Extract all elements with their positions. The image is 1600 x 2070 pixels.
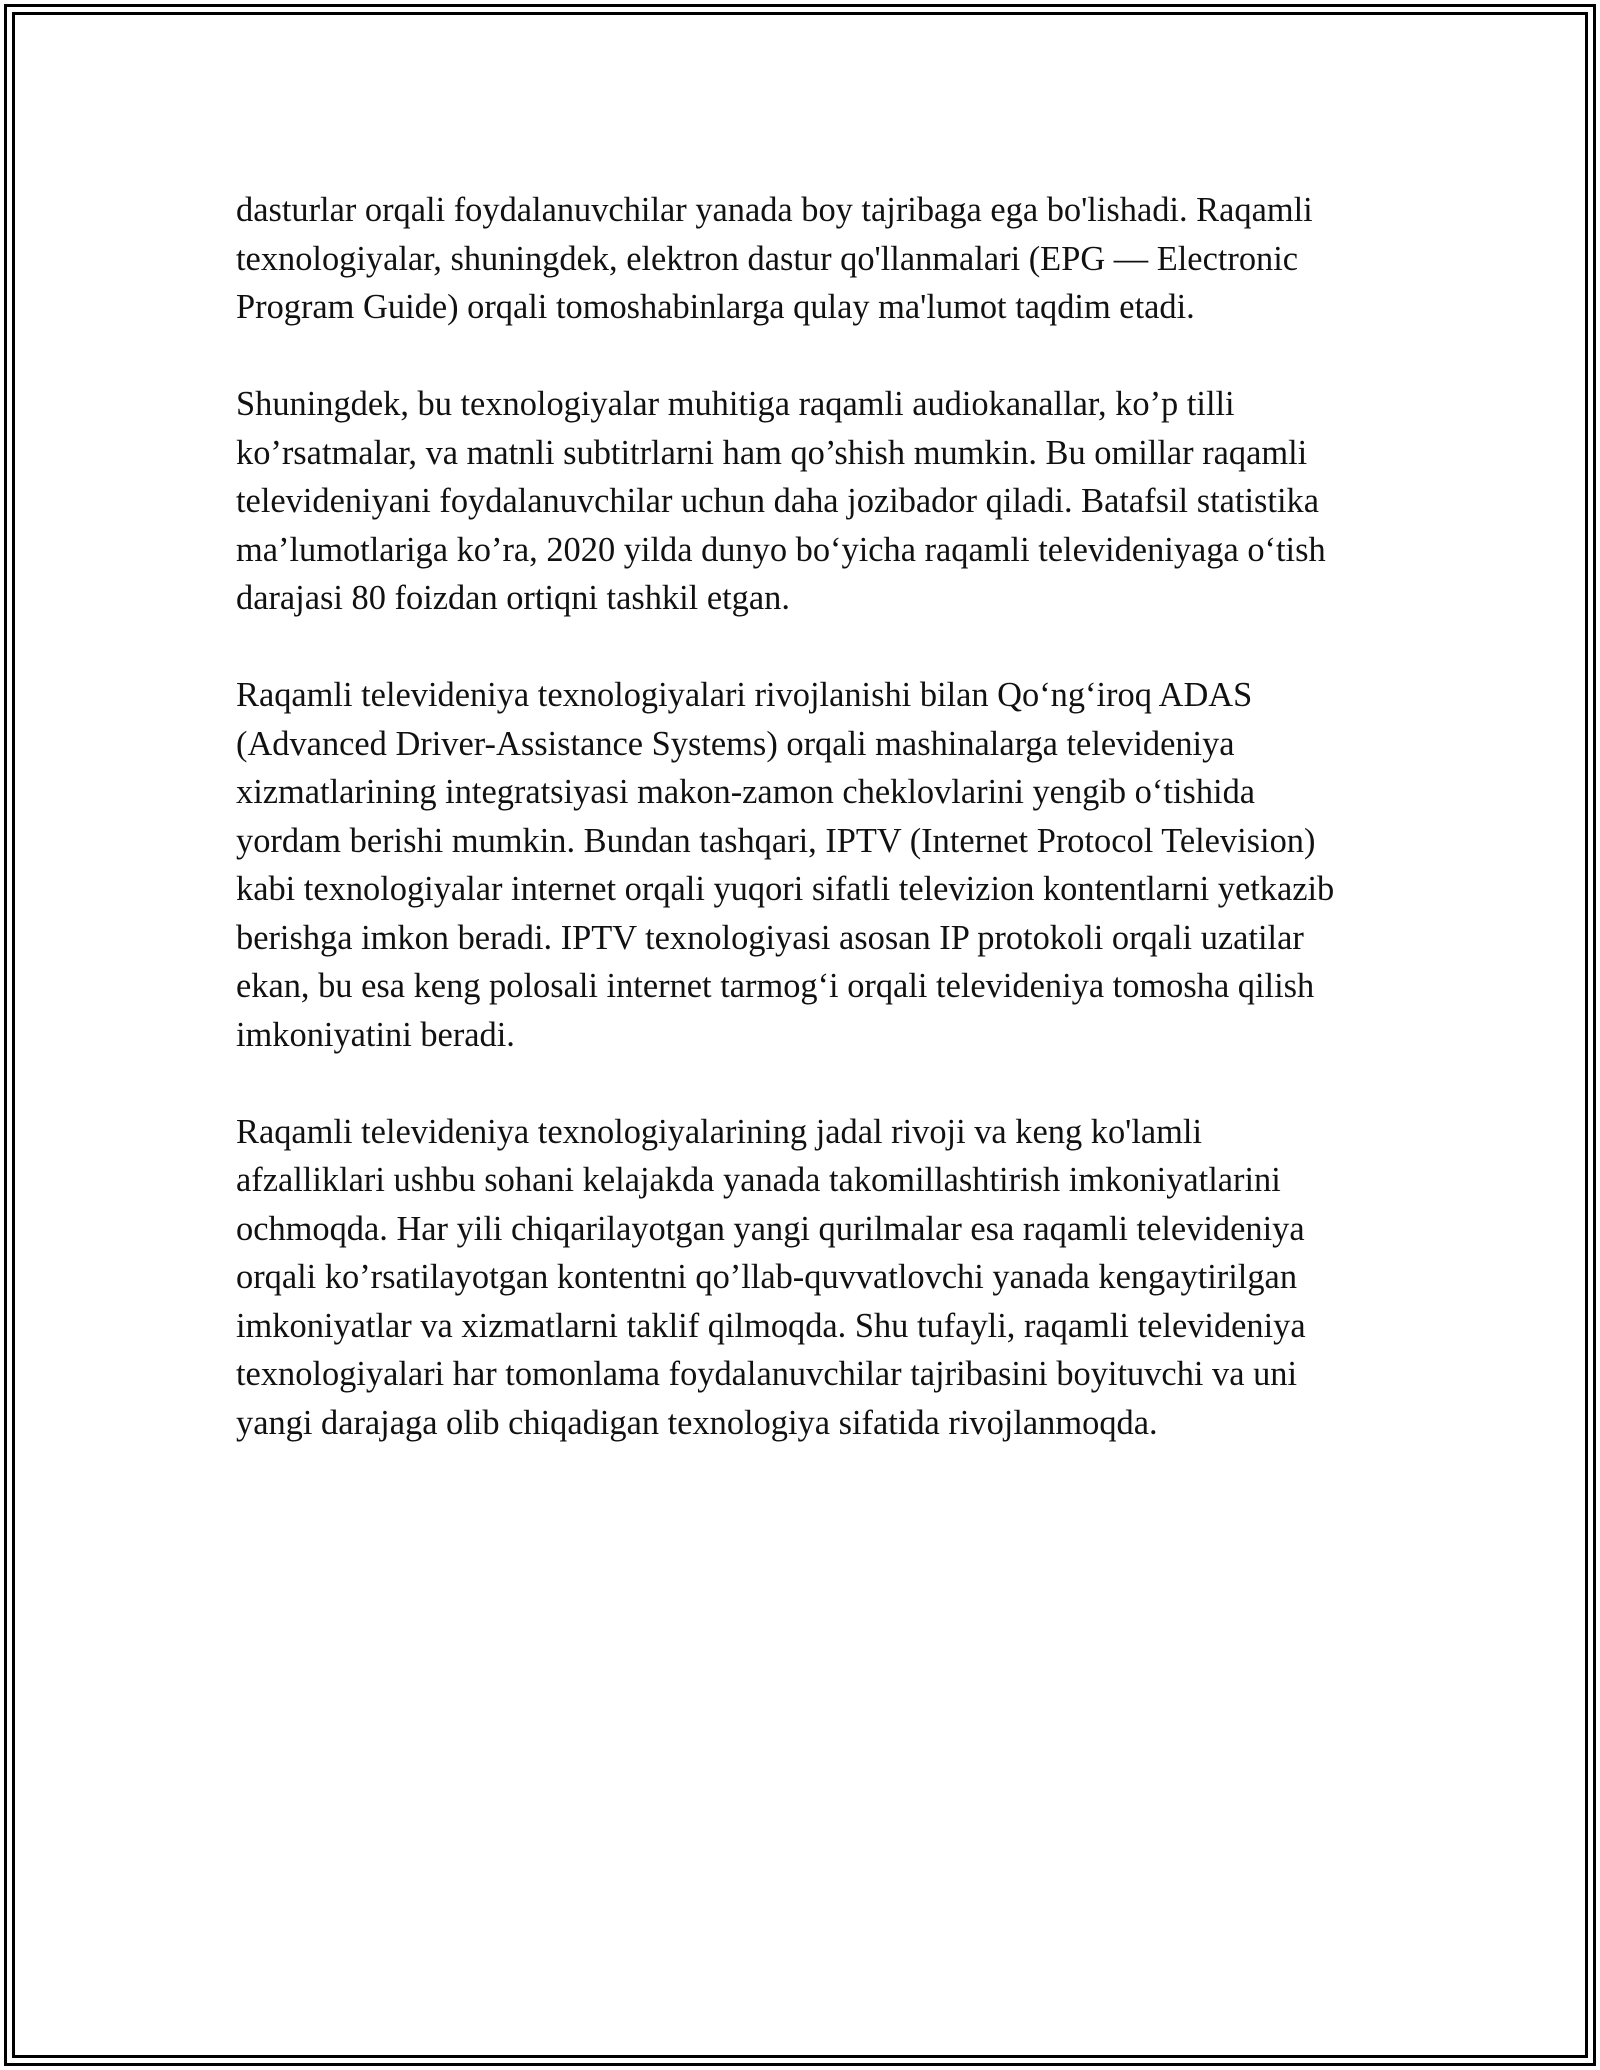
paragraph-2: Shuningdek, bu texnologiyalar muhitiga raqamli audiokanallar, ko’p tilli ko’rsatmalar, va matnli subtitrlarni ham qo’shish mumkin. Bu omillar raqamli televideniyani foydalanuvchilar uchun daha jozibador qiladi. Batafsil statistika ma’lumotlariga ko’ra, 2020 yilda dunyo bo‘yicha raqamli televideniyaga o‘tish darajasi 80 foizdan ortiqni tashkil etgan. xyxy=(236,385,1326,617)
paragraph-4: Raqamli televideniya texnologiyalarining jadal rivoji va keng ko'lamli afzalliklari ushbu sohani kelajakda yanada takomillashtirish imkoniyatlarini ochmoqda. Har yili chiqarilayotgan yangi qurilmalar esa raqamli televideniya orqali ko’rsatilayotgan kontentni qo’llab-quvvatlovchi yanada kengaytirilgan imkoniyatlar va xizmatlarni taklif qilmoqda. Shu tufayli, raqamli televideniya texnologiyalari har tomonlama foydalanuvchilar tajribasini boyituvchi va uni yangi darajaga olib chiqadigan texnologiya sifatida rivojlanmoqda. xyxy=(236,1112,1306,1442)
paragraph-1: dasturlar orqali foydalanuvchilar yanada boy tajribaga ega bo'lishadi. Raqamli texnologiyalar, shuningdek, elektron dastur qo'llanmalari (EPG — Electronic Program Guide) orqali tomoshabinlarga qulay ma'lumot taqdim etadi. xyxy=(236,191,1313,326)
paragraph-3: Raqamli televideniya texnologiyalari rivojlanishi bilan Qo‘ng‘iroq ADAS (Advanced Driver-Assistance Systems) orqali mashinalarga televideniya xizmatlarining integratsiyasi makon-zamon cheklovlarini yengib o‘tishida yordam berishi mumkin. Bundan tashqari, IPTV (Internet Protocol Television) kabi texnologiyalar internet orqali yuqori sifatli televizion kontentlarni yetkazib berishga imkon beradi. IPTV texnologiyasi asosan IP protokoli orqali uzatilar ekan, bu esa keng polosali internet tarmog‘i orqali televideniya tomosha qilish imkoniyatini beradi. xyxy=(236,676,1335,1054)
document-body xyxy=(236,186,1356,1496)
